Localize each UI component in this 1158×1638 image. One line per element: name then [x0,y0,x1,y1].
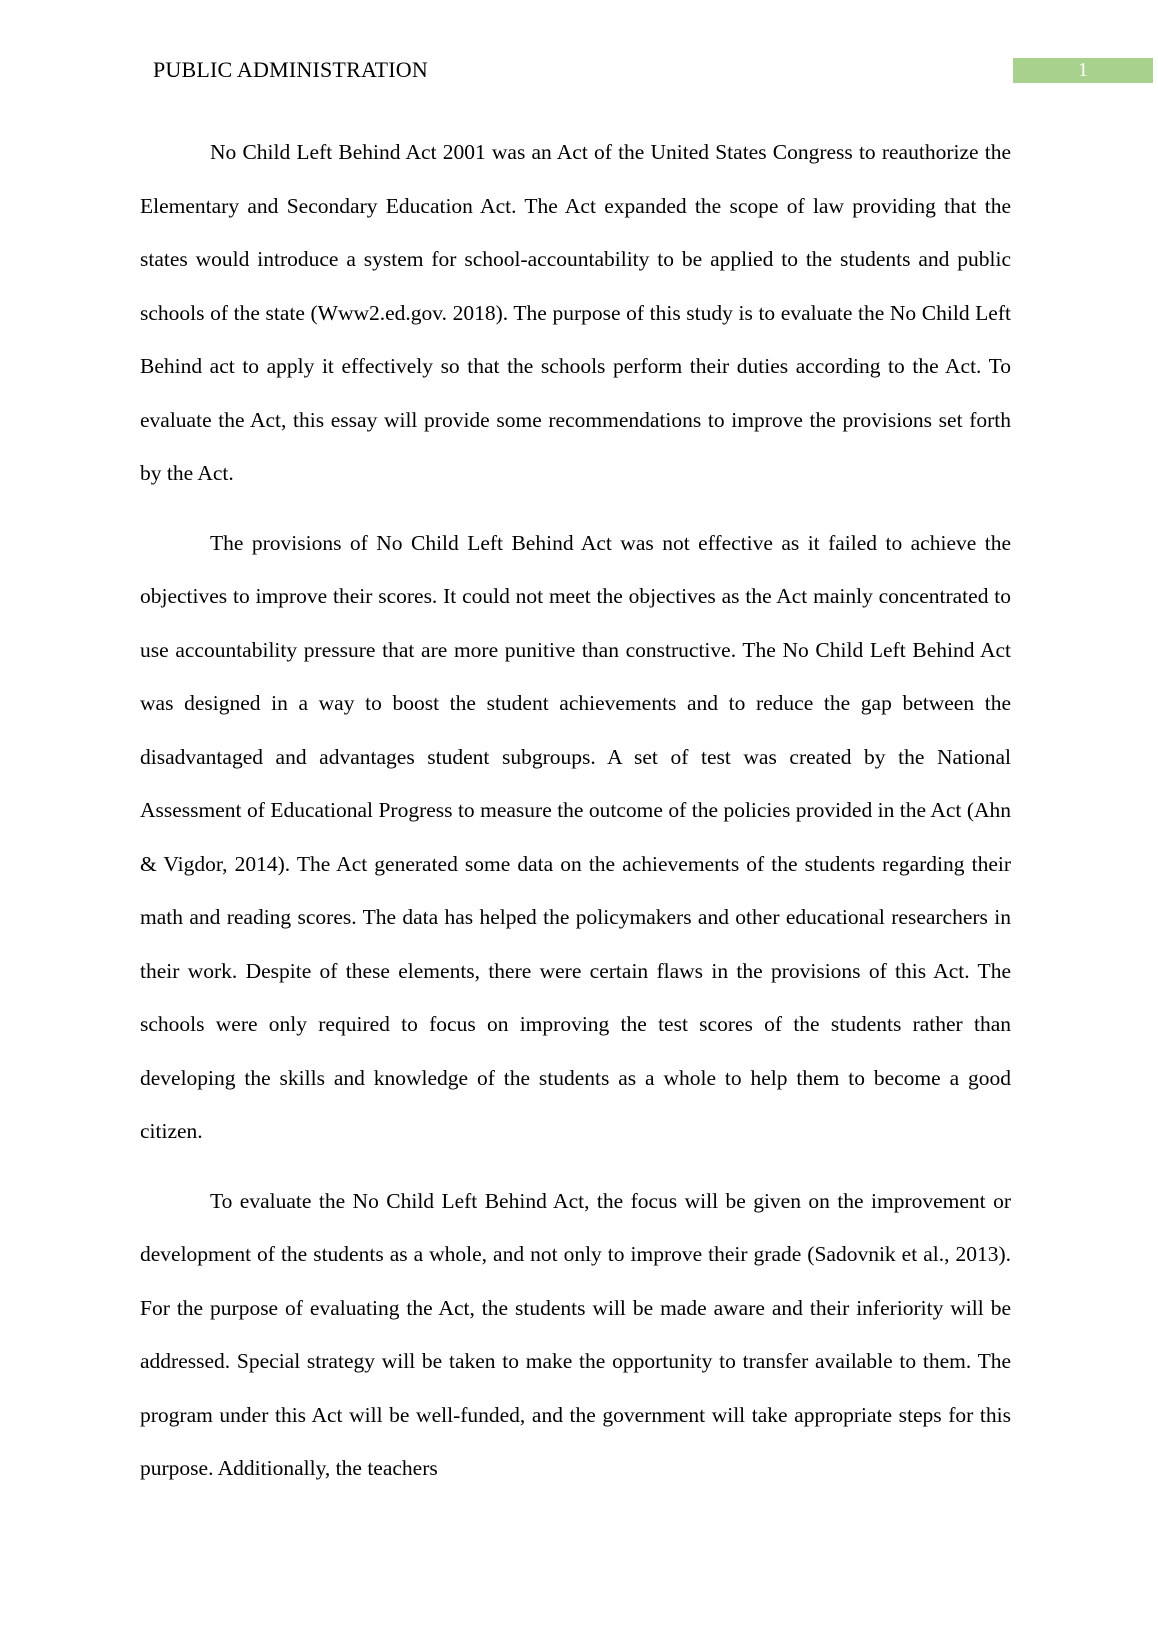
paragraph-1: No Child Left Behind Act 2001 was an Act of the United States Congress to reauthorize the Elementary and Secondary Education Act. The Act expanded the scope of law providing that the states would introduce a system for school-accountability to be applied to the students and public schools of the state (Www2.ed.gov. 2018). The purpose of this study is to evaluate the No Child Left Behind act to apply it effectively so that the schools perform their duties according to the Act. To evaluate the Act, this essay will provide some recommendations to improve the provisions set forth by the Act. [140,140,1011,485]
paragraph-3: To evaluate the No Child Left Behind Act, the focus will be given on the improvement or development of the students as a whole, and not only to improve their grade (Sadovnik et al., 2013). For the purpose of evaluating the Act, the students will be made aware and their inferiority will be addressed. Special strategy will be taken to make the opportunity to transfer available to them. The program under this Act will be well-funded, and the government will take appropriate steps for this purpose. Additionally, the teachers [140,1188,1011,1480]
paragraph-2: The provisions of No Child Left Behind Act was not effective as it failed to achieve the objectives to improve their scores. It could not meet the objectives as the Act mainly concentrated to use accountability pressure that are more punitive than constructive. The No Child Left Behind Act was designed in a way to boost the student achievements and to reduce the gap between the disadvantaged and advantages student subgroups. A set of test was created by the National Assessment of Educational Progress to measure the outcome of the policies provided in the Act (Ahn & Vigdor, 2014). The Act generated some data on the achievements of the students regarding their math and reading scores. The data has helped the policymakers and other educational researchers in their work. Despite of these elements, there were certain flaws in the provisions of this Act. The schools were only required to focus on improving the test scores of the students rather than developing the skills and knowledge of the students as a whole to help them to become a good citizen. [140,530,1011,1143]
page-number: 1 [1013,58,1153,83]
document-body [140,126,1011,1512]
header-title: PUBLIC ADMINISTRATION [153,57,428,82]
